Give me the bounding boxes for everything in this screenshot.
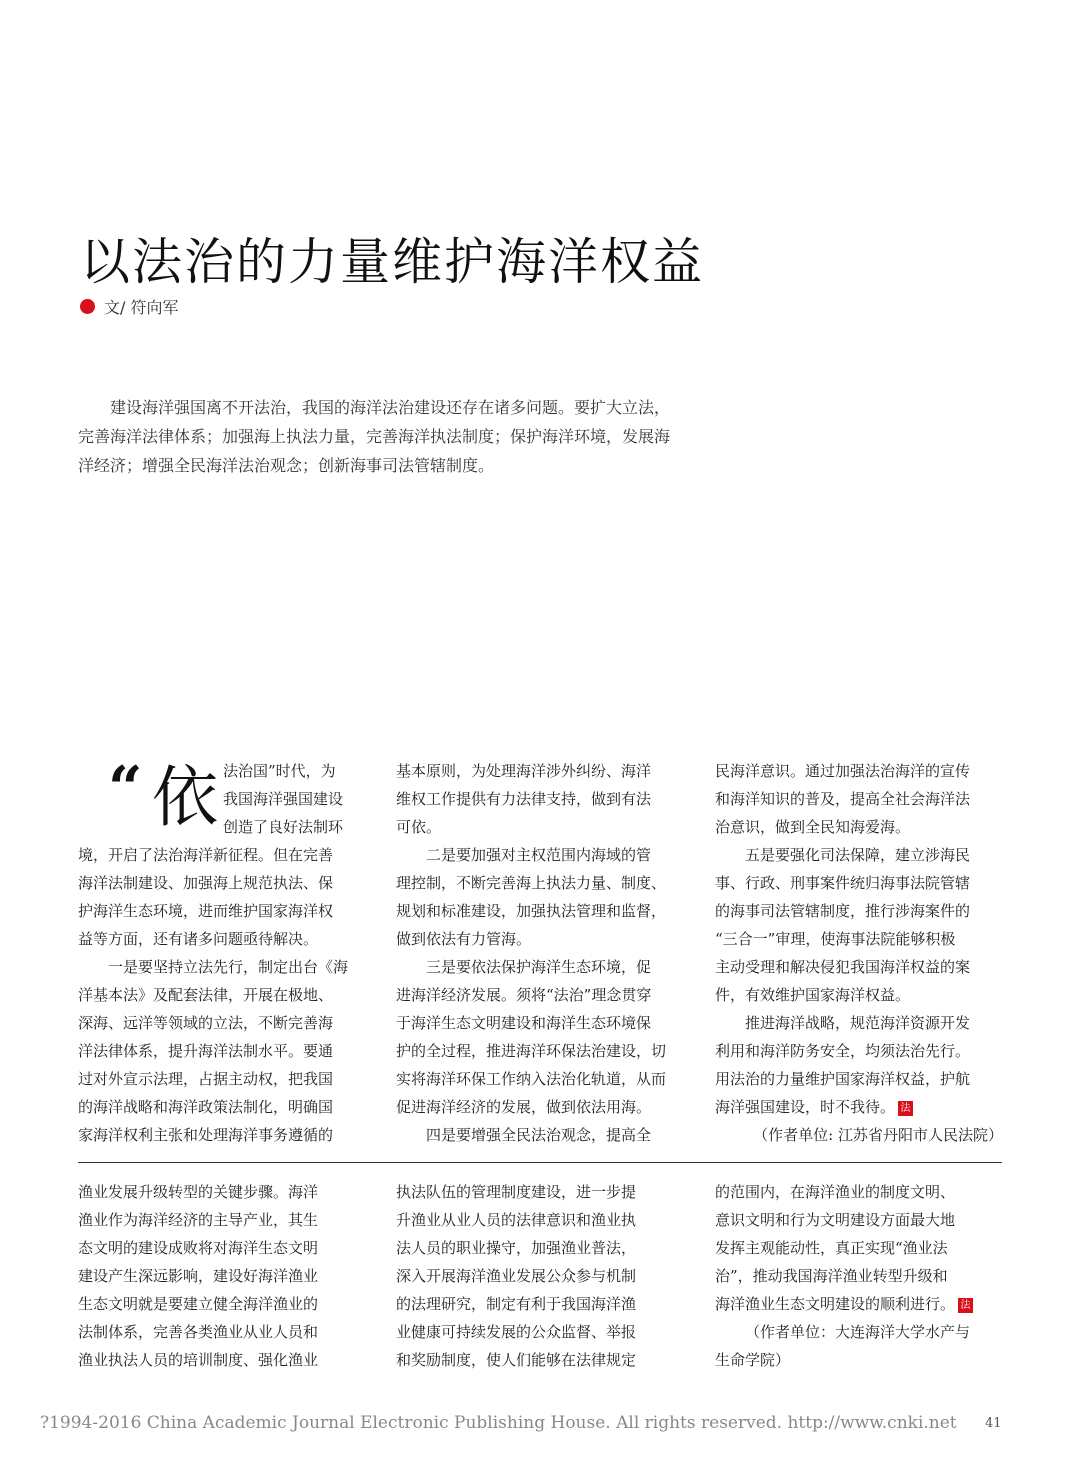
col3-line: “三合一”审理，使海事法院能够积极 [715,930,956,948]
col3-line [715,1093,1003,1121]
prev-col3-line: 生命学院） [715,1351,791,1369]
abstract-line: 洋经济；增强全民海洋法治观念；创新海事司法管辖制度。 [78,456,495,475]
article-column-1 [78,841,368,1149]
col3-line: 件，有效维护国家海洋权益。 [715,986,911,1004]
col3-line: 民海洋意识。通过加强法治海洋的宣传 [715,762,971,780]
prev-col1-line: 态文明的建设成败将对海洋生态文明 [78,1239,319,1257]
prev-col1-line: 生态文明就是要建立健全海洋渔业的 [78,1295,319,1313]
abstract-line: 完善海洋法律体系；加强海上执法力量，完善海洋执法制度；保护海洋环境，发展海 [78,427,671,446]
col2-line: 进海洋经济发展。须将“法治”理念贯穿 [396,986,652,1004]
col1-line: 益等方面，还有诸多问题亟待解决。 [78,930,319,948]
prev-col3-last-text: 海洋渔业生态文明建设的顺利进行。 [715,1295,956,1313]
col3-line: 五是要强化司法保障，建立涉海民 [745,846,971,864]
col2-line: 做到依法有力管海。 [396,930,532,948]
col1-line: 海洋法制建设、加强海上规范执法、保 [78,874,334,892]
red-dot-icon [80,299,95,314]
col2-line: 三是要依法保护海洋生态环境，促 [426,958,652,976]
article-title: 以法治的力量维护海洋权益 [80,233,704,291]
prev-col1-line: 渔业发展升级转型的关键步骤。海洋 [78,1183,319,1201]
col2-line: 于海洋生态文明建设和海洋生态环境保 [396,1014,652,1032]
open-quote-mark: “ [108,754,143,824]
col1-line: 一是要坚持立法先行，制定出台《海 [108,958,349,976]
prev-col1-line: 渔业作为海洋经济的主导产业，其生 [78,1211,319,1229]
drop-line: 创造了良好法制环 [223,818,344,836]
prev-column-3 [715,1178,1003,1374]
col2-line: 促进海洋经济的发展，做到依法用海。 [396,1098,652,1116]
page-number: 41 [985,1416,1002,1431]
prev-col2-line: 升渔业从业人员的法律意识和渔业执 [396,1211,637,1229]
prev-col2-line: 的法理研究，制定有利于我国海洋渔 [396,1295,637,1313]
prev-col2-line: 执法队伍的管理制度建设，进一步提 [396,1183,637,1201]
article-column-3 [715,757,1003,1149]
drop-cap-block [78,754,368,847]
author: 文/ 符向军 [104,298,179,317]
col1-line: 深海、远洋等领域的立法，不断完善海 [78,1014,334,1032]
prev-col1-line: 建设产生深远影响，建设好海洋渔业 [78,1267,319,1285]
prev-col3-line: （作者单位：大连海洋大学水产与 [745,1323,971,1341]
col3-line: 和海洋知识的普及，提高全社会海洋法 [715,790,971,808]
col2-line: 基本原则，为处理海洋涉外纠纷、海洋 [396,762,652,780]
col2-line: 实将海洋环保工作纳入法治化轨道，从而 [396,1070,667,1088]
col2-line: 理控制，不断完善海上执法力量、制度、 [396,874,667,892]
col3-line: 主动受理和解决侵犯我国海洋权益的案 [715,958,971,976]
col3-line: 治意识，做到全民知海爱海。 [715,818,911,836]
col3-line: 利用和海洋防务安全，均须法治先行。 [715,1042,971,1060]
col3-line: 用法治的力量维护国家海洋权益，护航 [715,1070,971,1088]
prev-col3-line [715,1290,1003,1318]
col2-line: 二是要加强对主权范围内海域的管 [426,846,652,864]
end-seal-icon: 法 [958,1298,973,1313]
col2-line: 规划和标准建设，加强执法管理和监督， [396,902,667,920]
prev-col2-line: 和奖励制度，使人们能够在法律规定 [396,1351,637,1369]
drop-line: 我国海洋强国建设 [223,790,344,808]
col1-line: 洋基本法》及配套法律，开展在极地、 [78,986,334,1004]
col2-line: 四是要增强全民法治观念，提高全 [426,1126,652,1144]
col2-line: 维权工作提供有力法律支持，做到有法 [396,790,652,808]
prev-col1-line: 法制体系，完善各类渔业从业人员和 [78,1323,319,1341]
abstract [78,393,690,480]
col3-line: 推进海洋战略，规范海洋资源开发 [745,1014,971,1032]
col3-last-text: 海洋强国建设，时不我待。 [715,1098,896,1116]
col3-line: 的海事司法管辖制度，推行涉海案件的 [715,902,971,920]
copyright-footer: ?1994-2016 China Academic Journal Electronic Publishing House. All rights reserved. http://www.cnki.net [40,1413,957,1433]
col2-line: 可依。 [396,818,442,836]
drop-cap: 依 [152,759,218,836]
col1-line: 过对外宣示法理，占据主动权，把我国 [78,1070,334,1088]
abstract-line: 建设海洋强国离不开法治，我国的海洋法治建设还存在诸多问题。要扩大立法， [110,398,671,417]
drop-line: 法治国”时代，为 [223,762,336,780]
col1-line: 护海洋生态环境，进而维护国家海洋权 [78,902,334,920]
col3-line: 事、行政、刑事案件统归海事法院管辖 [715,874,971,892]
col1-line: 境，开启了法治海洋新征程。但在完善 [78,846,334,864]
prev-col1-line: 渔业执法人员的培训制度、强化渔业 [78,1351,319,1369]
prev-col3-line: 的范围内，在海洋渔业的制度文明、 [715,1183,956,1201]
prev-column-2 [396,1178,688,1374]
byline [80,295,178,318]
col1-line: 家海洋权利主张和处理海洋事务遵循的 [78,1126,334,1144]
prev-col3-line: 治”，推动我国海洋渔业转型升级和 [715,1267,948,1285]
prev-col3-line: 意识文明和行为文明建设方面最大地 [715,1211,956,1229]
prev-col2-line: 法人员的职业操守，加强渔业普法， [396,1239,637,1257]
prev-col2-line: 业健康可持续发展的公众监督、举报 [396,1323,637,1341]
col1-line: 洋法律体系，提升海洋法制水平。要通 [78,1042,334,1060]
col2-line: 护的全过程，推进海洋环保法治建设，切 [396,1042,667,1060]
section-divider [78,1162,1002,1163]
drop-cap-lines [223,757,368,841]
col1-line: 的海洋战略和海洋政策法制化，明确国 [78,1098,334,1116]
prev-col3-line: 发挥主观能动性，真正实现“渔业法 [715,1239,948,1257]
end-seal-icon: 法 [898,1101,913,1116]
affiliation: （作者单位: 江苏省丹阳市人民法院） [753,1126,1003,1144]
prev-col2-line: 深入开展海洋渔业发展公众参与机制 [396,1267,637,1285]
prev-column-1 [78,1178,368,1374]
article-column-2 [396,757,688,1149]
